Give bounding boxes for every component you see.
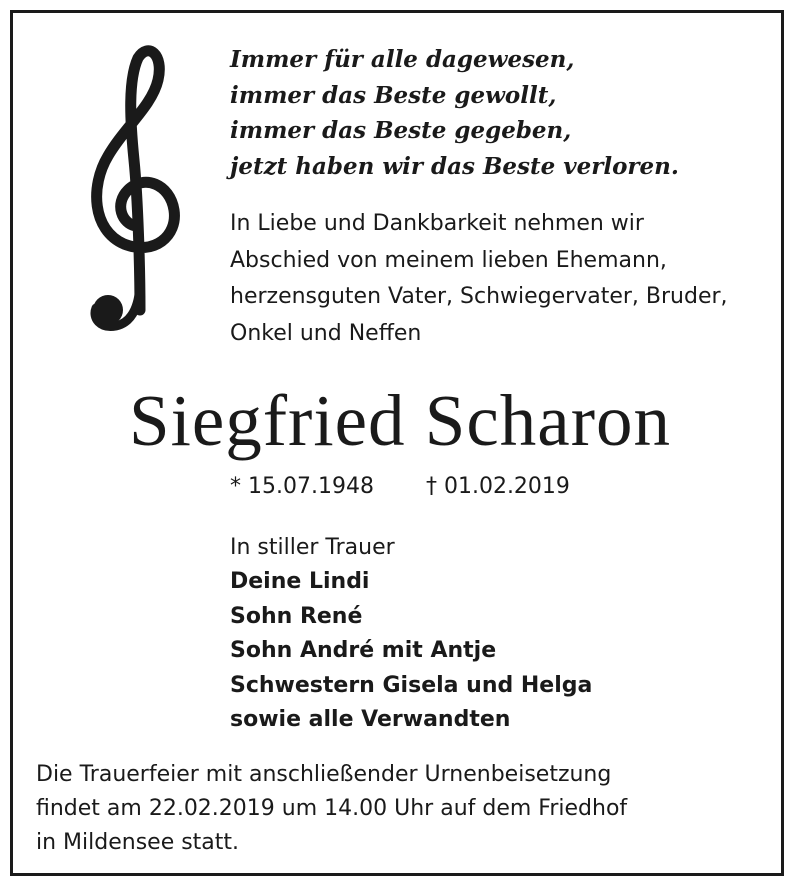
birth-date: * 15.07.1948 bbox=[230, 474, 374, 499]
poem-line: jetzt haben wir das Beste verloren. bbox=[230, 152, 679, 180]
mourner: Sohn René bbox=[230, 603, 363, 629]
poem-line: immer das Beste gegeben, bbox=[230, 117, 572, 144]
death-date: † 01.02.2019 bbox=[425, 474, 570, 499]
funeral-line: findet am 22.02.2019 um 14.00 Uhr auf dem Friedhof bbox=[36, 796, 628, 821]
poem-line: Immer für alle dagewesen, bbox=[230, 46, 575, 73]
intro-line: Onkel und Neffen bbox=[230, 320, 422, 346]
intro-text bbox=[230, 206, 770, 352]
poem bbox=[230, 42, 730, 184]
treble-clef-icon bbox=[78, 40, 188, 340]
intro-line: In Liebe und Dankbarkeit nehmen wir bbox=[230, 211, 644, 236]
mourning-lead: In stiller Trauer bbox=[230, 535, 395, 560]
deceased-name: Siegfried Scharon bbox=[128, 380, 672, 461]
mourner: Schwestern Gisela und Helga bbox=[230, 672, 593, 698]
mourner: Sohn André mit Antje bbox=[230, 638, 497, 663]
life-dates bbox=[230, 469, 770, 505]
poem-line: immer das Beste gewollt, bbox=[230, 81, 557, 109]
intro-line: Abschied von meinem lieben Ehemann, bbox=[230, 247, 667, 273]
mourners bbox=[230, 530, 770, 738]
funeral-info bbox=[36, 758, 776, 860]
intro-line: herzensguten Vater, Schwiegervater, Bruder, bbox=[230, 284, 728, 309]
funeral-line: Die Trauerfeier mit anschließender Urnenbeisetzung bbox=[36, 762, 612, 787]
funeral-line: in Mildensee statt. bbox=[36, 830, 240, 855]
mourner: Deine Lindi bbox=[230, 569, 370, 594]
mourner: sowie alle Verwandten bbox=[230, 707, 511, 732]
